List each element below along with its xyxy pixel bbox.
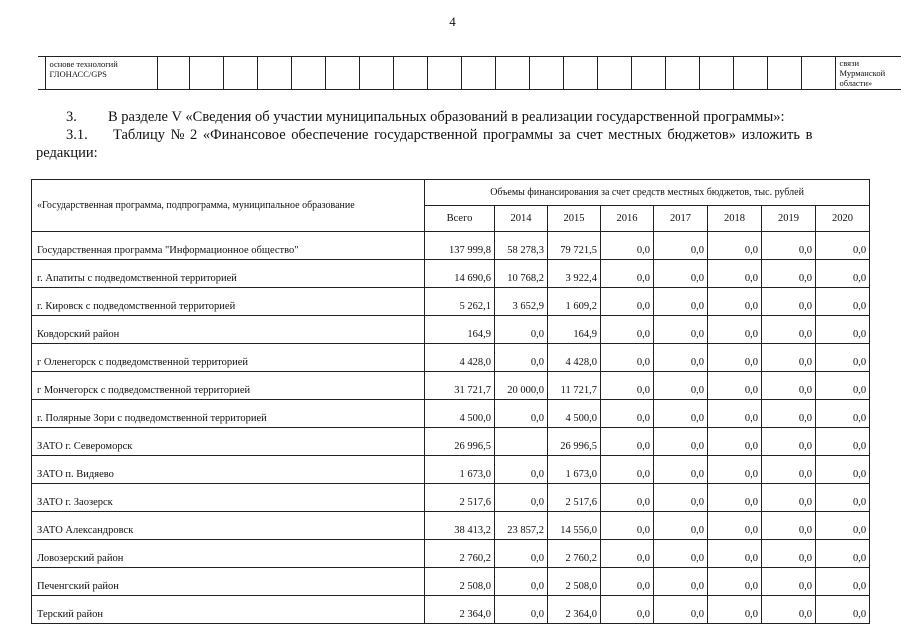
- value-cell: 0,0: [708, 512, 762, 540]
- value-cell: 0,0: [601, 512, 654, 540]
- value-cell: 0,0: [601, 232, 654, 260]
- table-row: [32, 484, 870, 512]
- value-cell: 0,0: [654, 288, 708, 316]
- value-cell: 0,0: [762, 316, 816, 344]
- name-column-header: «Государственная программа, подпрограмма, муниципальное образование: [32, 180, 425, 232]
- paragraph-3: [66, 108, 785, 126]
- value-cell: 58 278,3: [495, 232, 548, 260]
- value-cell: 0,0: [762, 456, 816, 484]
- fragment-cell: [157, 57, 189, 90]
- financing-group-header: Объемы финансирования за счет средств местных бюджетов, тыс. рублей: [425, 180, 870, 206]
- value-cell: 0,0: [816, 512, 870, 540]
- value-cell: [495, 428, 548, 456]
- value-cell: 0,0: [816, 288, 870, 316]
- value-cell: 3 922,4: [548, 260, 601, 288]
- value-cell: 0,0: [495, 484, 548, 512]
- table-row: [32, 372, 870, 400]
- value-cell: 1 673,0: [425, 456, 495, 484]
- value-cell: 0,0: [816, 232, 870, 260]
- value-cell: 4 428,0: [548, 344, 601, 372]
- row-name: ЗАТО г. Заозерск: [32, 484, 425, 512]
- paragraph-text: В разделе V «Сведения об участии муниципальных образований в реализации государственной программы»:: [108, 109, 785, 125]
- financing-table: [31, 179, 870, 624]
- value-cell: 26 996,5: [425, 428, 495, 456]
- fragment-cell: [223, 57, 257, 90]
- value-cell: 0,0: [708, 568, 762, 596]
- fragment-cell: [325, 57, 359, 90]
- value-cell: 0,0: [601, 372, 654, 400]
- value-cell: 0,0: [816, 372, 870, 400]
- value-cell: 0,0: [762, 540, 816, 568]
- column-header: 2017: [654, 206, 708, 232]
- fragment-cell: [767, 57, 801, 90]
- row-name: Печенгский район: [32, 568, 425, 596]
- fragment-cell: [189, 57, 223, 90]
- value-cell: 0,0: [495, 316, 548, 344]
- table-row: [32, 596, 870, 624]
- paragraph-3-1: [66, 126, 812, 144]
- fragment-left-line1: основе технологий: [49, 59, 118, 69]
- column-header: 2020: [816, 206, 870, 232]
- value-cell: 0,0: [708, 428, 762, 456]
- value-cell: 0,0: [654, 568, 708, 596]
- value-cell: 0,0: [654, 232, 708, 260]
- table-row: [32, 232, 870, 260]
- value-cell: 0,0: [654, 260, 708, 288]
- value-cell: 0,0: [708, 260, 762, 288]
- value-cell: 2 508,0: [425, 568, 495, 596]
- table-row: [32, 344, 870, 372]
- value-cell: 0,0: [762, 400, 816, 428]
- value-cell: 0,0: [601, 260, 654, 288]
- value-cell: 2 517,6: [425, 484, 495, 512]
- value-cell: 10 768,2: [495, 260, 548, 288]
- fragment-cell: [529, 57, 563, 90]
- value-cell: 0,0: [654, 484, 708, 512]
- table-row: [32, 400, 870, 428]
- value-cell: 2 760,2: [425, 540, 495, 568]
- value-cell: 0,0: [762, 484, 816, 512]
- value-cell: 3 652,9: [495, 288, 548, 316]
- value-cell: 0,0: [816, 484, 870, 512]
- row-name: г. Апатиты с подведомственной территорией: [32, 260, 425, 288]
- value-cell: 1 673,0: [548, 456, 601, 484]
- value-cell: 0,0: [762, 288, 816, 316]
- row-name: ЗАТО п. Видяево: [32, 456, 425, 484]
- fragment-cell: [699, 57, 733, 90]
- previous-table-fragment: [38, 56, 901, 90]
- fragment-cell: [257, 57, 291, 90]
- row-name: г Мончегорск с подведомственной территорией: [32, 372, 425, 400]
- value-cell: 1 609,2: [548, 288, 601, 316]
- value-cell: 0,0: [762, 232, 816, 260]
- value-cell: 0,0: [654, 540, 708, 568]
- row-name: ЗАТО Александровск: [32, 512, 425, 540]
- table-row: [32, 288, 870, 316]
- value-cell: 0,0: [708, 344, 762, 372]
- column-header: 2014: [495, 206, 548, 232]
- table-row: [32, 428, 870, 456]
- value-cell: 0,0: [762, 428, 816, 456]
- value-cell: 0,0: [816, 260, 870, 288]
- value-cell: 0,0: [495, 540, 548, 568]
- column-header: 2018: [708, 206, 762, 232]
- fragment-cell: [631, 57, 665, 90]
- row-name: Терский район: [32, 596, 425, 624]
- value-cell: 0,0: [654, 456, 708, 484]
- column-header: 2019: [762, 206, 816, 232]
- value-cell: 0,0: [816, 400, 870, 428]
- value-cell: 26 996,5: [548, 428, 601, 456]
- value-cell: 0,0: [762, 596, 816, 624]
- paragraph-text: Таблицу № 2 «Финансовое обеспечение государственной программы за счет местных бюджетов» изложить в: [113, 127, 813, 143]
- value-cell: 0,0: [708, 288, 762, 316]
- value-cell: 0,0: [708, 540, 762, 568]
- value-cell: 0,0: [816, 428, 870, 456]
- value-cell: 0,0: [601, 456, 654, 484]
- value-cell: 0,0: [601, 484, 654, 512]
- value-cell: 31 721,7: [425, 372, 495, 400]
- column-header: 2015: [548, 206, 601, 232]
- value-cell: 0,0: [654, 512, 708, 540]
- value-cell: 0,0: [601, 596, 654, 624]
- row-name: Ловозерский район: [32, 540, 425, 568]
- fragment-cell: [393, 57, 427, 90]
- paragraph-number: 3.1.: [66, 127, 88, 143]
- value-cell: 0,0: [762, 344, 816, 372]
- page-number: 4: [449, 14, 456, 29]
- value-cell: 0,0: [654, 400, 708, 428]
- value-cell: 0,0: [601, 400, 654, 428]
- row-name: Ковдорский район: [32, 316, 425, 344]
- value-cell: 0,0: [816, 540, 870, 568]
- value-cell: 0,0: [495, 400, 548, 428]
- value-cell: 0,0: [816, 456, 870, 484]
- value-cell: 2 517,6: [548, 484, 601, 512]
- fragment-cell: [563, 57, 597, 90]
- value-cell: 164,9: [425, 316, 495, 344]
- column-header: 2016: [601, 206, 654, 232]
- fragment-right-line2: области»: [839, 78, 873, 88]
- value-cell: 4 428,0: [425, 344, 495, 372]
- fragment-cell: [733, 57, 767, 90]
- value-cell: 0,0: [708, 232, 762, 260]
- value-cell: 0,0: [816, 568, 870, 596]
- table-row: [32, 260, 870, 288]
- value-cell: 0,0: [816, 344, 870, 372]
- fragment-cell: [291, 57, 325, 90]
- fragment-cell: [359, 57, 393, 90]
- value-cell: 0,0: [601, 540, 654, 568]
- table-row: [32, 316, 870, 344]
- table-row: [32, 456, 870, 484]
- value-cell: 0,0: [495, 344, 548, 372]
- value-cell: 0,0: [762, 372, 816, 400]
- value-cell: 0,0: [601, 344, 654, 372]
- value-cell: 0,0: [654, 372, 708, 400]
- value-cell: 79 721,5: [548, 232, 601, 260]
- value-cell: 2 364,0: [548, 596, 601, 624]
- value-cell: 0,0: [601, 568, 654, 596]
- value-cell: 0,0: [495, 456, 548, 484]
- row-name: г Оленегорск с подведомственной территорией: [32, 344, 425, 372]
- value-cell: 0,0: [816, 316, 870, 344]
- value-cell: 11 721,7: [548, 372, 601, 400]
- paragraph-number: 3.: [66, 109, 77, 125]
- value-cell: 0,0: [762, 512, 816, 540]
- value-cell: 0,0: [762, 260, 816, 288]
- value-cell: 0,0: [708, 456, 762, 484]
- value-cell: 2 508,0: [548, 568, 601, 596]
- value-cell: 4 500,0: [425, 400, 495, 428]
- row-name: ЗАТО г. Североморск: [32, 428, 425, 456]
- value-cell: 0,0: [601, 288, 654, 316]
- fragment-cell: [665, 57, 699, 90]
- fragment-right-line1: связи Мурманской: [839, 58, 886, 78]
- value-cell: 20 000,0: [495, 372, 548, 400]
- value-cell: 0,0: [708, 484, 762, 512]
- paragraph-continuation: редакции:: [36, 145, 98, 161]
- value-cell: 0,0: [654, 316, 708, 344]
- fragment-left-cell: [45, 57, 157, 90]
- value-cell: 0,0: [816, 596, 870, 624]
- table-row: [32, 540, 870, 568]
- row-name: Государственная программа "Информационное общество": [32, 232, 425, 260]
- value-cell: 137 999,8: [425, 232, 495, 260]
- value-cell: 0,0: [708, 596, 762, 624]
- fragment-cell: [427, 57, 461, 90]
- value-cell: 5 262,1: [425, 288, 495, 316]
- column-header: Всего: [425, 206, 495, 232]
- value-cell: 14 690,6: [425, 260, 495, 288]
- value-cell: 38 413,2: [425, 512, 495, 540]
- value-cell: 0,0: [495, 568, 548, 596]
- fragment-right-cell: [835, 57, 901, 90]
- table-row: [32, 568, 870, 596]
- fragment-cell: [461, 57, 495, 90]
- fragment-cell: [495, 57, 529, 90]
- value-cell: 0,0: [708, 372, 762, 400]
- value-cell: 0,0: [654, 596, 708, 624]
- fragment-cell: [597, 57, 631, 90]
- value-cell: 2 760,2: [548, 540, 601, 568]
- fragment-left-line2: ГЛОНАСС/GPS: [49, 69, 107, 79]
- value-cell: 0,0: [601, 428, 654, 456]
- value-cell: 0,0: [654, 428, 708, 456]
- value-cell: 0,0: [601, 316, 654, 344]
- value-cell: 4 500,0: [548, 400, 601, 428]
- table-row: [32, 512, 870, 540]
- value-cell: 0,0: [708, 316, 762, 344]
- value-cell: 0,0: [495, 596, 548, 624]
- row-name: г. Полярные Зори с подведомственной территорией: [32, 400, 425, 428]
- fragment-cell: [38, 57, 45, 90]
- fragment-cell: [801, 57, 835, 90]
- value-cell: 2 364,0: [425, 596, 495, 624]
- value-cell: 0,0: [762, 568, 816, 596]
- value-cell: 0,0: [708, 400, 762, 428]
- value-cell: 23 857,2: [495, 512, 548, 540]
- row-name: г. Кировск с подведомственной территорией: [32, 288, 425, 316]
- value-cell: 0,0: [654, 344, 708, 372]
- value-cell: 14 556,0: [548, 512, 601, 540]
- value-cell: 164,9: [548, 316, 601, 344]
